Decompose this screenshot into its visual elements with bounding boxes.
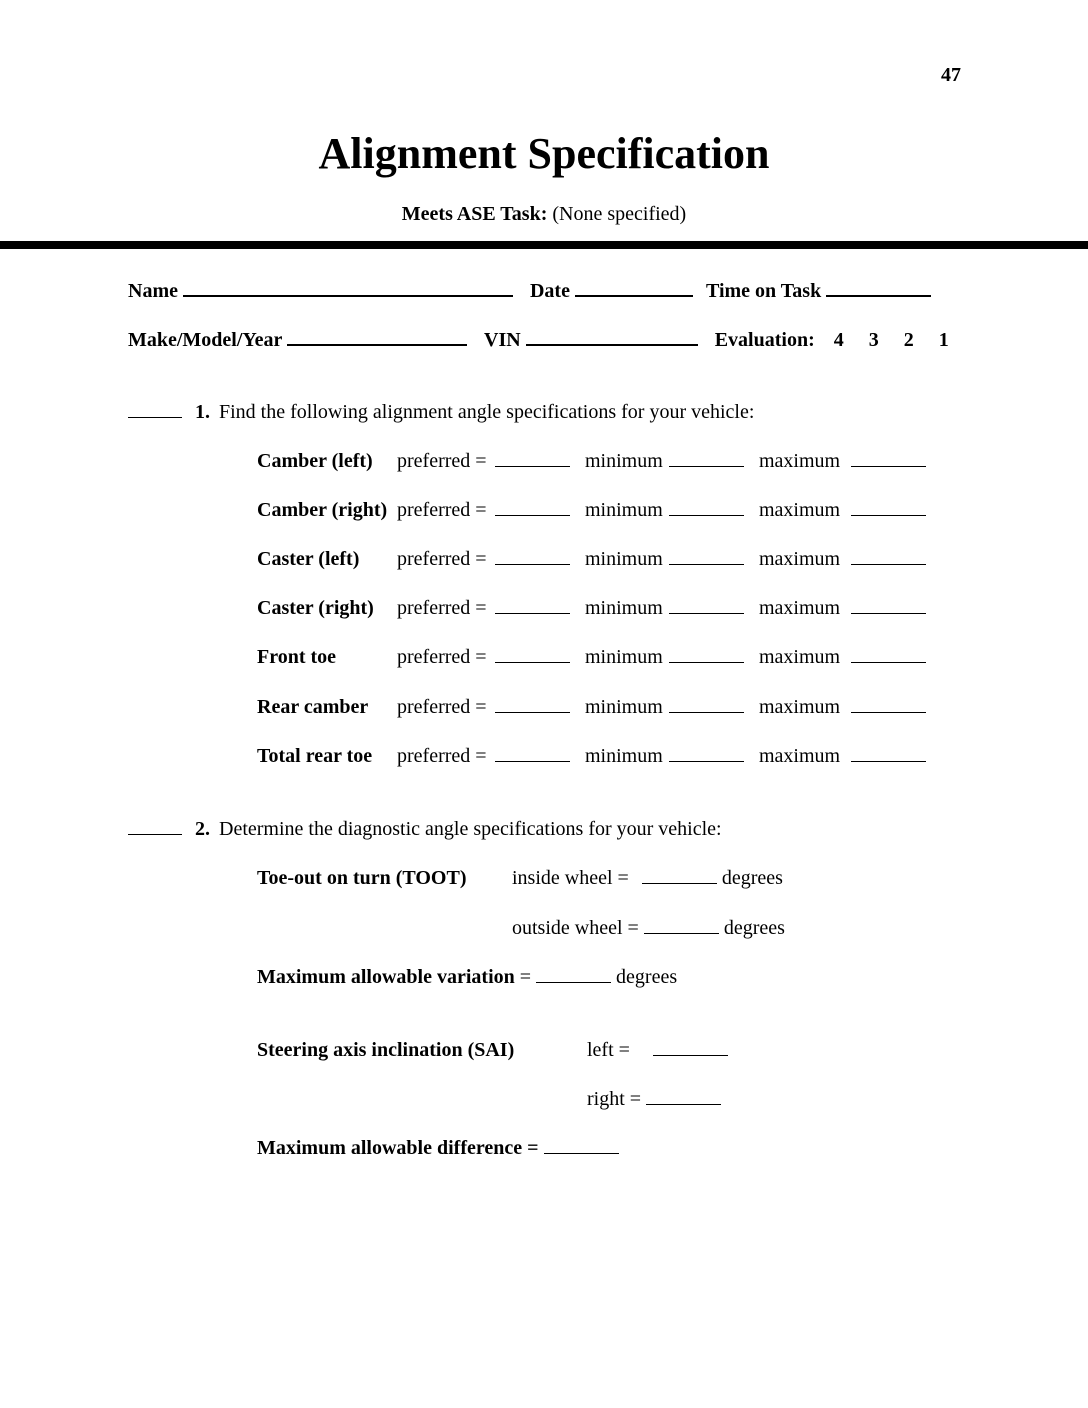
- minimum-field[interactable]: [669, 694, 744, 713]
- preferred-field[interactable]: [495, 595, 570, 614]
- max-variation-label: Maximum allowable variation: [257, 966, 515, 988]
- minimum-label: minimum: [585, 450, 663, 472]
- spec-label: Camber (left): [257, 450, 373, 472]
- minimum-field[interactable]: [669, 644, 744, 663]
- inside-field[interactable]: [642, 865, 717, 884]
- q2-grade-field[interactable]: [128, 816, 182, 835]
- spec-row: [257, 448, 941, 473]
- q2-number: 2.: [195, 818, 210, 840]
- minimum-label: minimum: [585, 597, 663, 619]
- preferred-label: preferred =: [397, 696, 487, 718]
- maximum-field[interactable]: [851, 644, 926, 663]
- spec-row: [257, 743, 941, 768]
- preferred-label: preferred =: [397, 745, 487, 767]
- eval-score-4[interactable]: 4: [833, 329, 844, 351]
- preferred-field[interactable]: [495, 743, 570, 762]
- maximum-label: maximum: [759, 646, 841, 668]
- spec-row: [257, 694, 941, 719]
- q1-number: 1.: [195, 401, 210, 423]
- max-variation-row: [257, 964, 677, 989]
- outside-label: outside wheel =: [512, 917, 639, 939]
- max-difference-row: [257, 1135, 619, 1160]
- divider: [0, 241, 1088, 249]
- maximum-field[interactable]: [851, 694, 926, 713]
- preferred-label: preferred =: [397, 646, 487, 668]
- ase-value: (None specified): [552, 203, 687, 225]
- maximum-label: maximum: [759, 548, 841, 570]
- spec-row: [257, 497, 941, 522]
- vin-label: VIN: [484, 329, 521, 351]
- date-label: Date: [529, 280, 570, 302]
- mmy-field[interactable]: [287, 326, 467, 346]
- spec-row: [257, 595, 941, 620]
- max-variation-field[interactable]: [536, 964, 611, 983]
- preferred-field[interactable]: [495, 694, 570, 713]
- preferred-label: preferred =: [397, 548, 487, 570]
- ase-task: [0, 203, 1088, 226]
- maximum-field[interactable]: [851, 497, 926, 516]
- sai-left-field[interactable]: [653, 1037, 728, 1056]
- maximum-label: maximum: [759, 597, 841, 619]
- eval-score-1[interactable]: 1: [938, 329, 949, 351]
- spec-label: Front toe: [257, 646, 337, 668]
- mmy-label: Make/Model/Year: [128, 329, 283, 351]
- outside-row: [512, 915, 785, 940]
- time-label: Time on Task: [705, 280, 822, 302]
- minimum-field[interactable]: [669, 743, 744, 762]
- minimum-label: minimum: [585, 499, 663, 521]
- q1-text: Find the following alignment angle specifications for your vehicle:: [219, 401, 755, 423]
- preferred-label: preferred =: [397, 499, 487, 521]
- q2-text: Determine the diagnostic angle specifications for your vehicle:: [219, 818, 722, 840]
- toot-row: [257, 865, 783, 890]
- name-field[interactable]: [183, 277, 513, 297]
- inside-label: inside wheel =: [512, 867, 629, 889]
- vehicle-row: [128, 326, 949, 352]
- maximum-label: maximum: [759, 696, 841, 718]
- eval-score-3[interactable]: 3: [868, 329, 879, 351]
- degrees-label: degrees: [721, 867, 783, 889]
- minimum-field[interactable]: [669, 546, 744, 565]
- question-2: [128, 816, 722, 841]
- outside-field[interactable]: [644, 915, 719, 934]
- eval-score-2[interactable]: 2: [903, 329, 914, 351]
- time-field[interactable]: [826, 277, 931, 297]
- equals: =: [519, 966, 532, 988]
- minimum-label: minimum: [585, 696, 663, 718]
- spec-row: [257, 644, 941, 669]
- max-difference-label: Maximum allowable difference =: [257, 1137, 539, 1159]
- vin-field[interactable]: [526, 326, 698, 346]
- sai-label: Steering axis inclination (SAI): [257, 1039, 515, 1061]
- degrees-label: degrees: [723, 917, 785, 939]
- q1-grade-field[interactable]: [128, 399, 182, 418]
- minimum-label: minimum: [585, 548, 663, 570]
- sai-right-row: [587, 1086, 721, 1111]
- spec-label: Total rear toe: [257, 745, 373, 767]
- spec-label: Caster (left): [257, 548, 360, 570]
- page-number: 47: [941, 64, 961, 86]
- name-label: Name: [128, 280, 178, 302]
- degrees-label: degrees: [616, 966, 678, 988]
- maximum-field[interactable]: [851, 743, 926, 762]
- toot-label: Toe-out on turn (TOOT): [257, 867, 467, 889]
- maximum-label: maximum: [759, 450, 841, 472]
- date-field[interactable]: [575, 277, 693, 297]
- preferred-label: preferred =: [397, 450, 487, 472]
- page-title: Alignment Specification: [318, 129, 770, 178]
- ase-label: Meets ASE Task:: [401, 203, 548, 225]
- maximum-field[interactable]: [851, 595, 926, 614]
- sai-right-label: right =: [587, 1088, 642, 1110]
- spec-label: Camber (right): [257, 499, 388, 521]
- name-row: [128, 277, 931, 303]
- minimum-field[interactable]: [669, 497, 744, 516]
- minimum-label: minimum: [585, 745, 663, 767]
- sai-right-field[interactable]: [646, 1086, 721, 1105]
- minimum-field[interactable]: [669, 595, 744, 614]
- maximum-field[interactable]: [851, 546, 926, 565]
- preferred-label: preferred =: [397, 597, 487, 619]
- question-1: [128, 399, 754, 424]
- maximum-label: maximum: [759, 745, 841, 767]
- preferred-field[interactable]: [495, 644, 570, 663]
- maximum-label: maximum: [759, 499, 841, 521]
- spec-row: [257, 546, 941, 571]
- maximum-field[interactable]: [851, 448, 926, 467]
- minimum-field[interactable]: [669, 448, 744, 467]
- preferred-field[interactable]: [495, 546, 570, 565]
- spec-label: Caster (right): [257, 597, 374, 619]
- sai-left-label: left =: [587, 1039, 630, 1061]
- spec-label: Rear camber: [257, 696, 369, 718]
- minimum-label: minimum: [585, 646, 663, 668]
- max-difference-field[interactable]: [544, 1135, 619, 1154]
- preferred-field[interactable]: [495, 448, 570, 467]
- evaluation-label: Evaluation:: [714, 329, 815, 351]
- preferred-field[interactable]: [495, 497, 570, 516]
- sai-row: [257, 1037, 728, 1062]
